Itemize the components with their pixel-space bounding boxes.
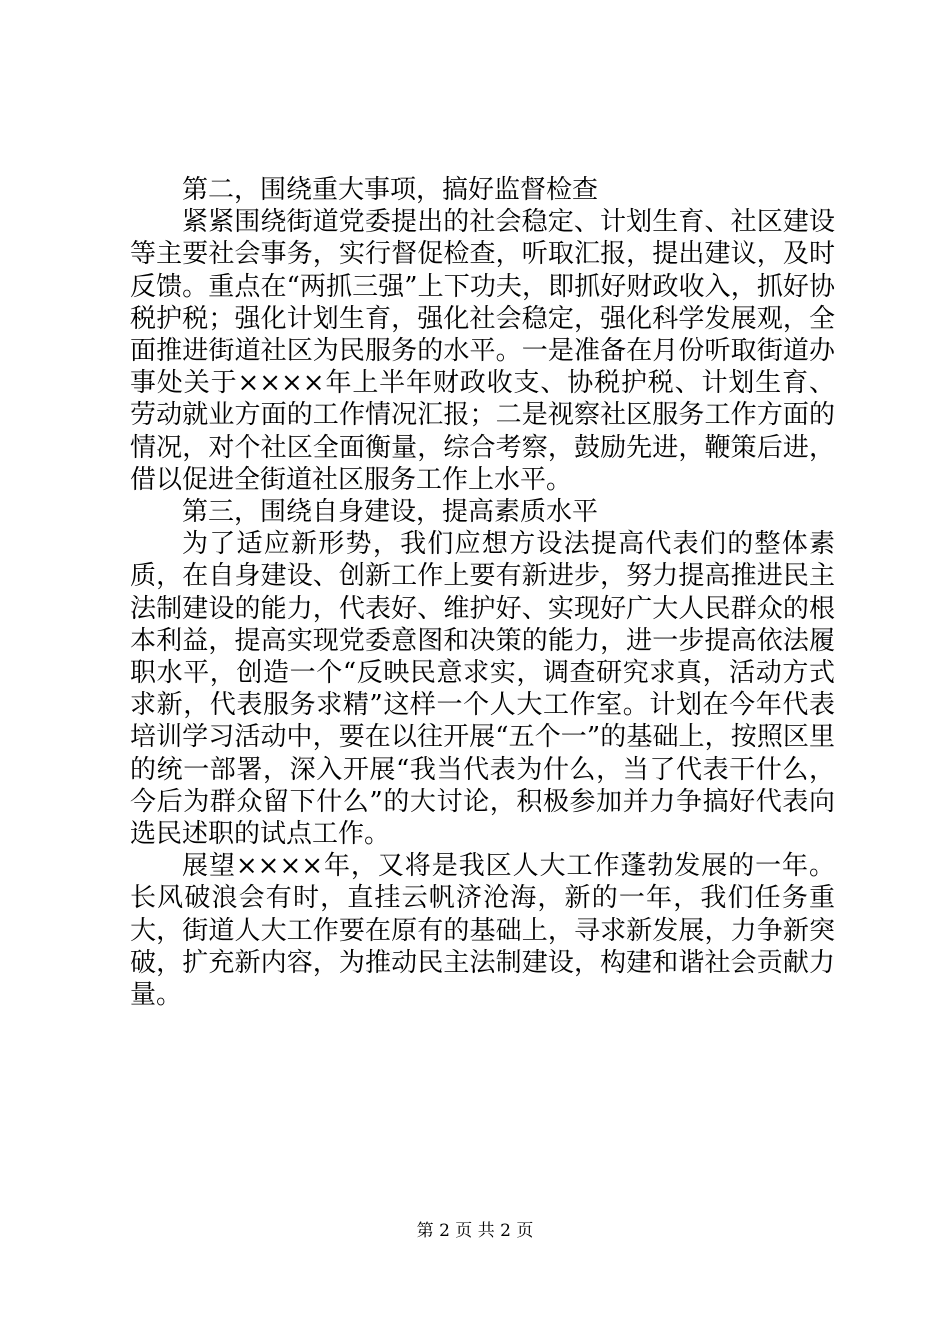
section-heading-2: 第二，围绕重大事项，搞好监督检查 xyxy=(182,175,599,205)
page-number-footer: 第 2 页 共 2 页 xyxy=(416,1221,534,1241)
section-heading-3: 第三，围绕自身建设，提高素质水平 xyxy=(182,497,599,528)
document-body xyxy=(130,174,835,1011)
body-paragraph: 展望××××年，又将是我区人大工作蓬勃发展的一年。长风破浪会有时，直挂云帆济沧海，新的一年，我们任务重大，街道人大工作要在原有的基础上，寻求新发展，力争新突破，扩充新内容，为推动民主法制建设，构建和谐社会贡献力量。 xyxy=(130,851,835,1011)
body-paragraph: 为了适应新形势，我们应想方设法提高代表们的整体素质，在自身建设、创新工作上要有新进步，努力提高推进民主法制建设的能力，代表好、维护好、实现好广大人民群众的根本利益，提高实现党委意图和决策的能力，进一步提高依法履职水平，创造一个“反映民意求实，调查研究求真，活动方式求新，代表服务求精”这样一个人大工作室。计划在今年代表培训学习活动中，要在以往开展“五个一”的基础上，按照区里的统一部署，深入开展“我当代表为什么，当了代表干什么，今后为群众留下什么”的大讨论，积极参加并力争搞好代表向选民述职的试点工作。 xyxy=(130,529,835,850)
body-paragraph: 紧紧围绕街道党委提出的社会稳定、计划生育、社区建设等主要社会事务，实行督促检查，听取汇报，提出建议，及时反馈。重点在“两抓三强”上下功夫，即抓好财政收入，抓好协税护税；强化计划生育，强化社会稳定，强化科学发展观，全面推进街道社区为民服务的水平。一是准备在月份听取街道办事处关于××××年上半年财政收支、协税护税、计划生育、劳动就业方面的工作情况汇报；二是视察社区服务工作方面的情况，对个社区全面衡量，综合考察，鼓励先进，鞭策后进，借以促进全街道社区服务工作上水平。 xyxy=(130,207,835,495)
